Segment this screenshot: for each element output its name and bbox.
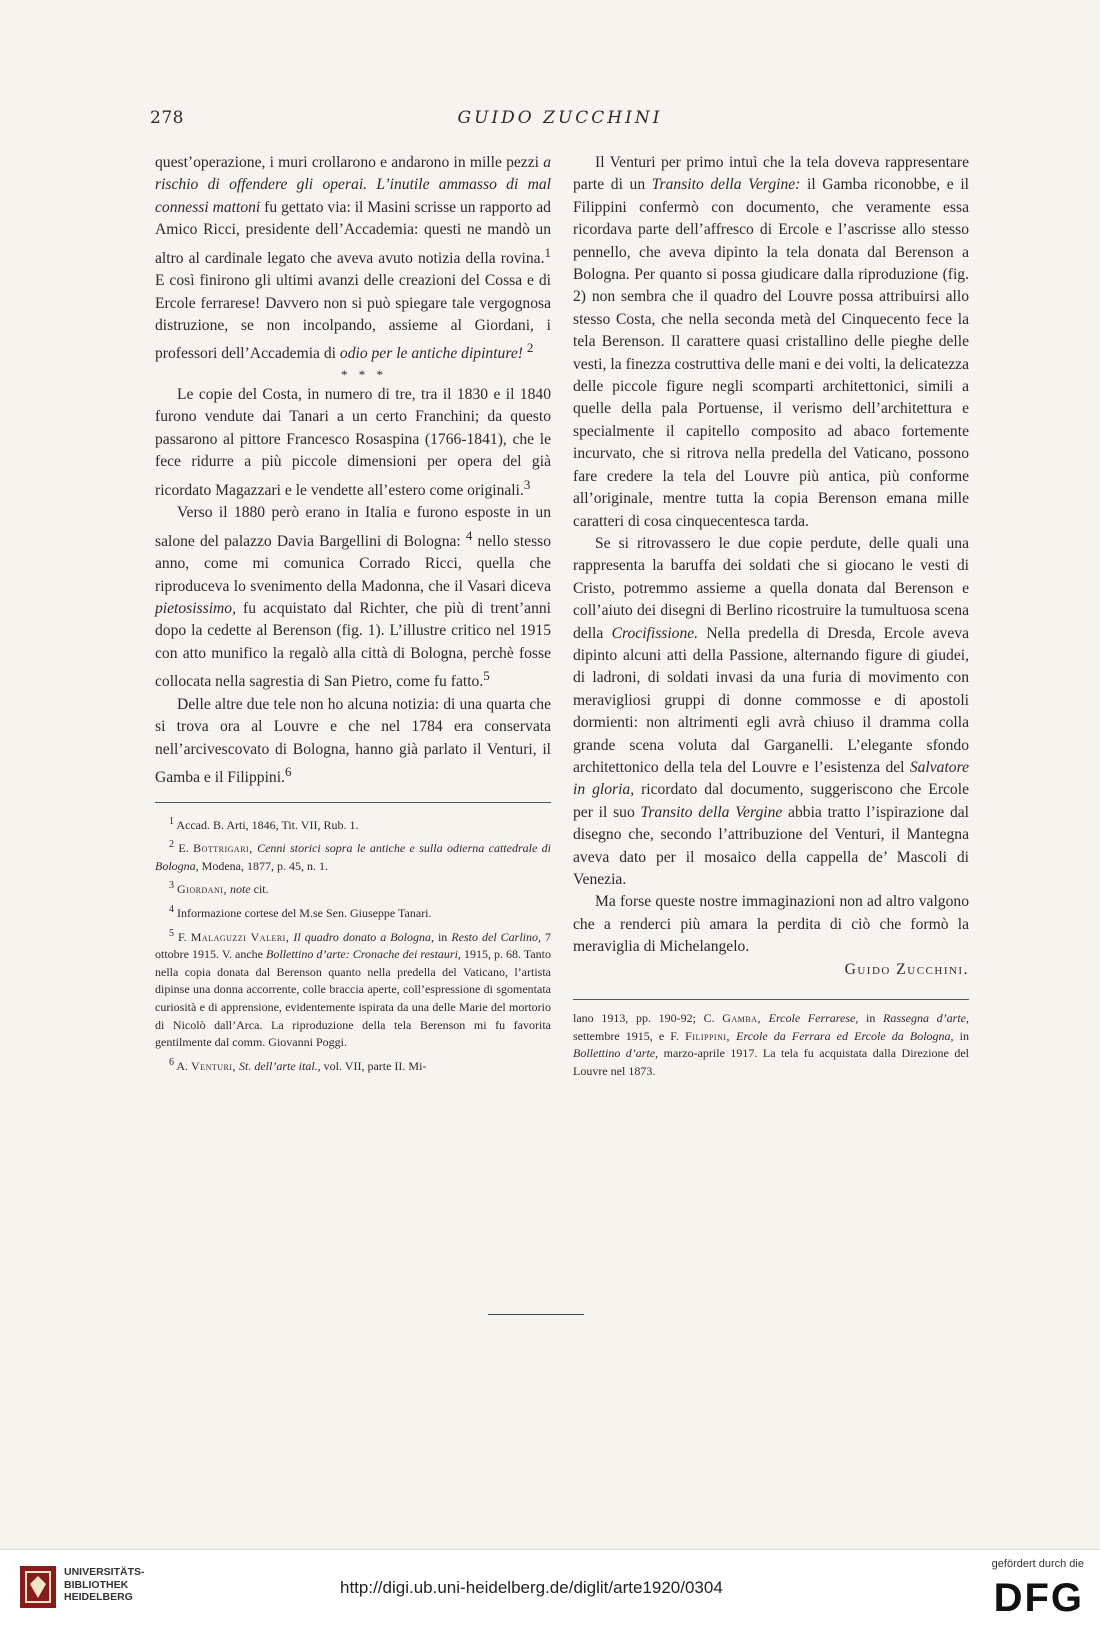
footnote-divider xyxy=(155,802,551,803)
footnote-divider xyxy=(573,999,969,1000)
paragraph: Le copie del Costa, in numero di tre, tra il 1830 e il 1840 furono vendute dai Tanari a un certo Franchini; da questo passarono al pittore Francesco Rosaspina (1766-1841), che le fece ridurre a più piccole dimensioni per opera del già ricordato Magazzari e le vendette all’estero come originali.$^3$ xyxy=(155,386,551,499)
running-title: GUIDO ZUCCHINI xyxy=(457,108,663,128)
paragraph: Verso il 1880 però erano in Italia e furono esposte in un salone del palazzo Davia Bargellini di Bologna: $^4$ nello stesso anno, come mi comunica Corrado Ricci, quella che riproduceva lo svenimento della Madonna, che il Vasari diceva pietosissimo, fu acquistato dal Richter, che più di trent’anni dopo la cedette al Berenson (fig. 1). L’illustre critico nel 1915 con atto munifico la regalò alla città di Bologna, perchè fosse collocata nella sagrestia di San Pietro, come fu fatto.$^5$ xyxy=(155,504,552,691)
author-signature: Guido Zucchini. xyxy=(844,960,969,978)
footnote: $^1$ Accad. B. Arti, 1846, Tit. VII, Rub. 1. xyxy=(169,815,359,832)
end-rule xyxy=(488,1314,584,1315)
footer-bar xyxy=(0,1549,1100,1630)
footnotes xyxy=(573,1010,969,1080)
footnote: $^2$ E. Bottrigari, Cenni storici sopra le antiche e sulla odierna cattedrale di Bologna, Modena, 1877, p. 45, n. 1. xyxy=(155,839,551,873)
footnote: $^5$ F. Malaguzzi Valeri, Il quadro donato a Bologna, in Resto del Carlino, 7 ottobre 1915. V. anche Bollettino d’arte: Cronache dei restauri, 1915, p. 68. Tanto nella copia donata dal Berenson quanto nella predella del Vaticano, l’artista dipinse una donna accorrente, colle braccia aperte, coll’espressione di sgomentata curiosità e di apprensione, evidentemente ispirata da una delle Marie del mortorio di Nicolò dall’Arca. La riproduzione della tela Berenson mi fu favorita gentilmente dal comm. Giovanni Poggi. xyxy=(155,927,552,1050)
university-seal-icon xyxy=(18,1564,58,1610)
page-number: 278 xyxy=(150,108,184,128)
page-header xyxy=(150,108,970,136)
paragraph: quest’operazione, i muri crollarono e andarono in mille pezzi a rischio di offendere gli operai. L’inutile ammasso di mal connessi mattoni fu gettato via: il Masini scrisse un rapporto ad Amico Ricci, presidente dell’Accademia: questi ne mandò un altro al cardinale legato che aveva avuto notizia della rovina.$^1$ E così finirono gli ultimi avanzi delle creazioni del Cossa e di Ercole ferrarese! Davvero non si può spiegare tale vergognosa distruzione, se non incolpando, assieme al Giordani, i professori dell’Accademia di odio per le antiche dipinture! $^2$ xyxy=(155,154,551,363)
paragraph: Se si ritrovassero le due copie perdute, delle quali una rappresenta la baruffa dei soldati che si giocano le vesti di Cristo, potremmo assieme a quella donata dal Berenson e coll’aiuto dei disegni di Berlino ricostruire la tumultuosa scena della Crocifissione. Nella predella di Dresda, Ercole aveva dipinto alcuni atti della Passione, alternando figure di giudei, di ladroni, di soldati invasi da una furia di movimento con meravigliosi gruppi di donne commosse e di apostoli dormienti: non altrimenti egli avrà chiuso il dramma colla grande scena voluta dal Garganelli. L’elegante sfondo architettonico della tela del Louvre e l’esistenza del Salvatore in gloria, ricordato dal documento, suggeriscono che Ercole per il suo Transito della Vergine abbia tratto l’ispirazione dal disegno che, secondo l’attribuzione del Venturi, il Mantegna aveva dato per il mosaico della cappella de’ Mascoli di Venezia. xyxy=(573,534,970,888)
dfg-logo: DFG xyxy=(993,1576,1084,1620)
left-column xyxy=(155,152,551,1077)
footnote-continuation: lano 1913, pp. 190-92; C. Gamba, Ercole Ferrarese, in Rassegna d’arte, settembre 1915, e F. Filippini, Ercole da Ferrara ed Ercole da Bologna, in Bollettino d’arte, marzo-aprile 1917. La tela fu acquistata dalla Direzione del Louvre nel 1873. xyxy=(573,1011,969,1078)
footnote: $^6$ A. Venturi, St. dell’arte ital., vol. VII, parte II. Mi- xyxy=(169,1056,427,1073)
footnote: $^3$ Giordani, note cit. xyxy=(169,880,269,897)
library-name: UNIVERSITÄTS- BIBLIOTHEK HEIDELBERG xyxy=(64,1566,145,1603)
footnotes xyxy=(155,813,551,1076)
paragraph: Delle altre due tele non ho alcuna notizia: di una quarta che si trova ora al Louvre e che nel 1784 era conservata nell’arcivescovato di Bologna, hanno già parlato il Venturi, il Gamba e il Filippini.$^6$ xyxy=(155,695,551,787)
section-separator: * * * xyxy=(341,367,387,383)
source-url-link[interactable]: http://digi.ub.uni-heidelberg.de/diglit/arte1920/0304 xyxy=(340,1578,723,1597)
paragraph: Ma forse queste nostre immaginazioni non ad altro valgono che a renderci più amara la perdita di ciò che formò la meraviglia di Michelangelo. xyxy=(573,893,969,956)
right-column xyxy=(573,152,969,1082)
footnote: $^4$ Informazione cortese del M.se Sen. Giuseppe Tanari. xyxy=(169,904,432,921)
paragraph: Il Venturi per primo intuì che la tela doveva rappresentare parte di un Transito della Vergine: il Gamba riconobbe, e il Filippini confermò con documento, che veramente essa ricordava parte dell’affresco di Ercole e l’ascrisse allo stesso pennello, che aveva dipinto la tela donata dal Berenson a Bologna. Per quanto si possa giudicare dalla riproduzione (fig. 2) non sembra che il quadro del Louvre possa attribuirsi allo stesso Costa, che nella seconda metà del Cinquecento fece la tela Berenson. Il carattere quasi cristallino delle pieghe delle vesti, la finezza costruttiva delle mani e dei volti, la delicatezza delle piccole figure negli scomparti architettonici, simili a quelle della pala Portuense, il verismo dell’architettura e specialmente il capitello composito ad abaco fortemente incurvato, che si ritrova nella predella del Vaticano, possono fare credere la tela del Louvre più antica, più conforme all’originale, mentre tutta la copia Berenson emana mille caratteri di cosa cinquecentesca tarda. xyxy=(573,154,970,530)
funding-label: gefördert durch die xyxy=(991,1558,1084,1570)
